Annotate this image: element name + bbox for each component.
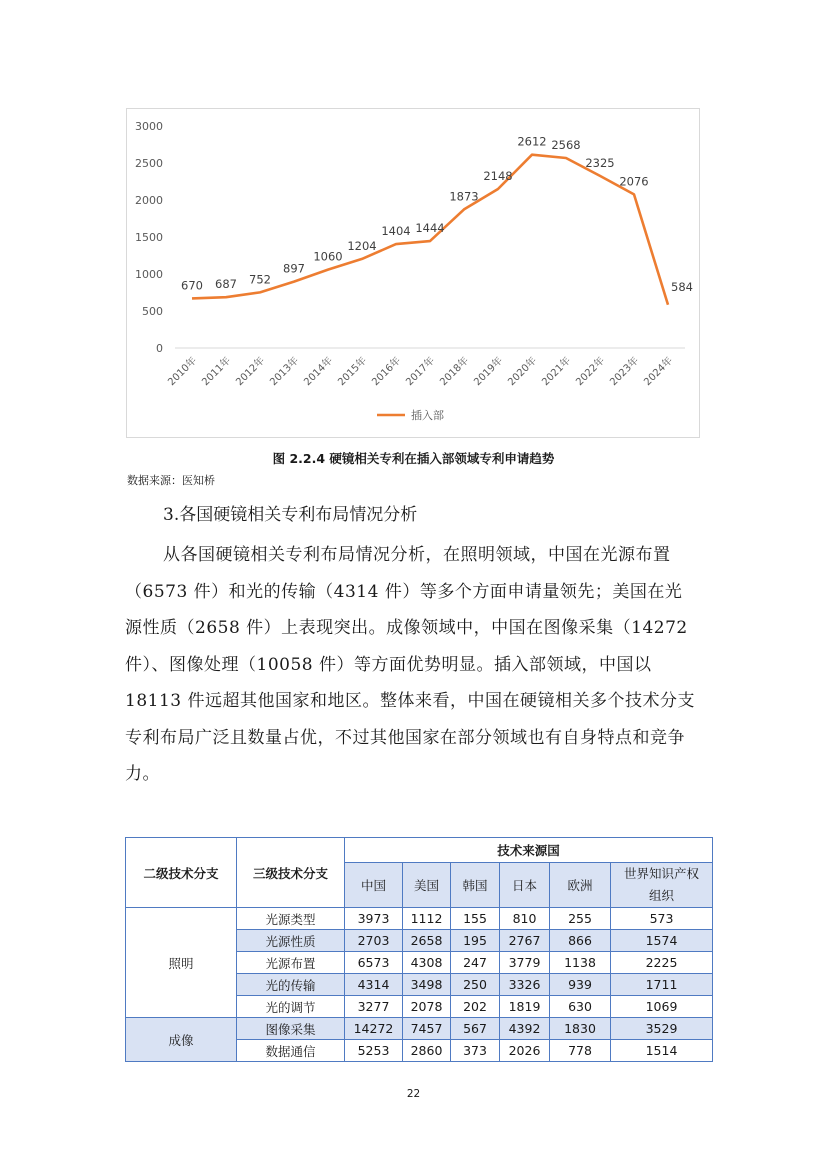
x-tick-label: 2012年	[234, 355, 268, 389]
table-cell: 1819	[500, 996, 550, 1018]
table-cell: 1112	[403, 908, 451, 930]
table-cell: 5253	[345, 1040, 403, 1062]
country-header: 欧洲	[550, 863, 611, 908]
country-header: 日本	[500, 863, 550, 908]
table-cell: 2078	[403, 996, 451, 1018]
section-heading: 3.各国硬镜相关专利布局情况分析	[163, 505, 418, 525]
table-cell: 373	[451, 1040, 500, 1062]
x-tick-label: 2020年	[506, 355, 540, 389]
row-label: 光的调节	[237, 996, 345, 1018]
y-tick-label: 1500	[135, 231, 163, 244]
table-cell: 778	[550, 1040, 611, 1062]
data-label: 2612	[517, 134, 547, 149]
table-cell: 202	[451, 996, 500, 1018]
x-tick-label: 2023年	[608, 355, 642, 389]
data-label: 752	[249, 272, 271, 287]
row-label: 数据通信	[237, 1040, 345, 1062]
col-header-source-country: 技术来源国	[345, 838, 713, 863]
y-tick-label: 2000	[135, 194, 163, 207]
table-cell: 3498	[403, 974, 451, 996]
group-cell-lighting: 照明	[126, 908, 237, 1018]
page-number: 22	[406, 1088, 421, 1100]
table-cell: 250	[451, 974, 500, 996]
table-cell: 1830	[550, 1018, 611, 1040]
table-cell: 155	[451, 908, 500, 930]
table-cell: 6573	[345, 952, 403, 974]
data-label: 687	[215, 277, 237, 292]
row-label: 光的传输	[237, 974, 345, 996]
data-label: 670	[181, 278, 203, 293]
table-cell: 2225	[611, 952, 713, 974]
table-cell: 2026	[500, 1040, 550, 1062]
table-cell: 2658	[403, 930, 451, 952]
x-tick-label: 2017年	[404, 355, 438, 389]
table-row	[126, 908, 713, 930]
table-cell: 866	[550, 930, 611, 952]
line-chart-svg	[127, 109, 701, 439]
x-tick-label: 2021年	[540, 355, 574, 389]
x-tick-label: 2010年	[166, 355, 200, 389]
row-label: 光源性质	[237, 930, 345, 952]
data-label: 1873	[449, 189, 479, 204]
table-cell: 3326	[500, 974, 550, 996]
table-cell: 630	[550, 996, 611, 1018]
table-cell: 2860	[403, 1040, 451, 1062]
y-tick-label: 1000	[135, 268, 163, 281]
x-tick-label: 2024年	[642, 355, 676, 389]
x-tick-label: 2011年	[200, 355, 234, 389]
y-tick-label: 3000	[135, 120, 163, 133]
table-cell: 1138	[550, 952, 611, 974]
data-source-note: 数据来源：医知桥	[127, 474, 215, 487]
country-header: 美国	[403, 863, 451, 908]
data-label: 2568	[551, 137, 581, 152]
x-tick-label: 2013年	[268, 355, 302, 389]
y-tick-label: 2500	[135, 157, 163, 170]
country-header: 中国	[345, 863, 403, 908]
data-label: 2325	[585, 155, 615, 170]
patent-trend-chart	[126, 108, 700, 438]
figure-caption: 图 2.2.4 硬镜相关专利在插入部领域专利申请趋势	[272, 451, 555, 466]
y-tick-label: 500	[142, 305, 163, 318]
col-header-level3: 三级技术分支	[237, 838, 345, 908]
table-cell: 1514	[611, 1040, 713, 1062]
data-label: 1404	[381, 224, 411, 239]
table-cell: 7457	[403, 1018, 451, 1040]
table-cell: 255	[550, 908, 611, 930]
table-cell: 4314	[345, 974, 403, 996]
table-cell: 3529	[611, 1018, 713, 1040]
table-cell: 4308	[403, 952, 451, 974]
patent-layout-table	[125, 837, 713, 1062]
group-cell-imaging: 成像	[126, 1018, 237, 1062]
table-cell: 2767	[500, 930, 550, 952]
x-tick-label: 2022年	[574, 355, 608, 389]
data-label: 1444	[415, 221, 445, 236]
table-cell: 14272	[345, 1018, 403, 1040]
data-label: 2148	[483, 169, 513, 184]
row-label: 光源类型	[237, 908, 345, 930]
table-cell: 2703	[345, 930, 403, 952]
table-cell: 1069	[611, 996, 713, 1018]
table-cell: 939	[550, 974, 611, 996]
table-cell: 1711	[611, 974, 713, 996]
data-label: 1204	[347, 238, 377, 253]
table-cell: 3277	[345, 996, 403, 1018]
x-tick-label: 2019年	[472, 355, 506, 389]
data-label: 1060	[313, 249, 343, 264]
x-tick-label: 2014年	[302, 355, 336, 389]
table-cell: 247	[451, 952, 500, 974]
table-cell: 4392	[500, 1018, 550, 1040]
x-tick-label: 2016年	[370, 355, 404, 389]
body-paragraph: 从各国硬镜相关专利布局情况分析，在照明领域，中国在光源布置（6573 件）和光的传输（4314 件）等多个方面申请量领先；美国在光源性质（2658 件）上表现突出。成像领域中，中国在图像采集（14272 件）、图像处理（10058 件）等方面优势明显。插入部领域，中国以 18113 件远超其他国家和地区。整体来看，中国在硬镜相关多个技术分支专利布局广泛且数量占优，不过其他国家在部分领域也有自身特点和竞争力。	[125, 545, 695, 784]
col-header-level2: 二级技术分支	[126, 838, 237, 908]
table-cell: 1574	[611, 930, 713, 952]
country-header: 世界知识产权组织	[611, 863, 713, 908]
table-cell: 567	[451, 1018, 500, 1040]
table-cell: 195	[451, 930, 500, 952]
country-header: 韩国	[451, 863, 500, 908]
y-tick-label: 0	[156, 342, 163, 355]
row-label: 图像采集	[237, 1018, 345, 1040]
table-cell: 810	[500, 908, 550, 930]
table-row	[126, 1018, 713, 1040]
data-label: 584	[671, 279, 693, 294]
data-label: 2076	[619, 174, 649, 189]
x-tick-label: 2018年	[438, 355, 472, 389]
legend-label: 插入部	[411, 409, 444, 422]
table-cell: 3973	[345, 908, 403, 930]
table-cell: 573	[611, 908, 713, 930]
x-tick-label: 2015年	[336, 355, 370, 389]
table-cell: 3779	[500, 952, 550, 974]
data-label: 897	[283, 261, 305, 276]
row-label: 光源布置	[237, 952, 345, 974]
